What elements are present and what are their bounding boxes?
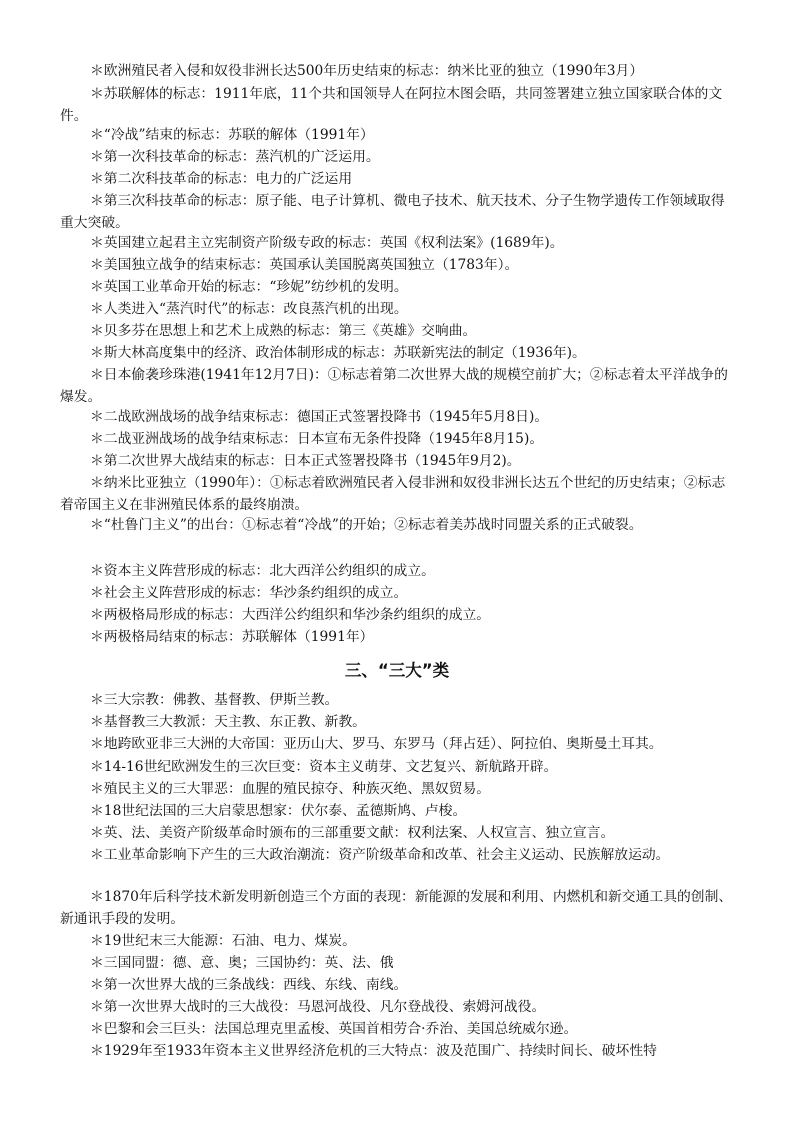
list-item: ＊地跨欧亚非三大洲的大帝国：亚历山大、罗马、东罗马（拜占廷）、阿拉伯、奥斯曼土耳其。: [90, 736, 663, 752]
list-item: ＊三大宗教：佛教、基督教、伊斯兰教。: [90, 692, 339, 708]
section-heading: 三、“三大”类: [344, 661, 450, 680]
list-item: ＊斯大林高度集中的经济、政治体制形成的标志：苏联新宪法的制定（1936年)。: [90, 345, 586, 361]
list-item: ＊第二次世界大战结束的标志：日本正式签署投降书（1945年9月2)。: [90, 453, 521, 469]
list-item: ＊美国独立战争的结束标志：英国承认美国脱离英国独立（1783年）。: [90, 257, 519, 273]
list-item: ＊贝多芬在思想上和艺术上成熟的标志：第三《英雄》交响曲。: [90, 323, 477, 339]
list-item: ＊英国工业革命开始的标志：“珍妮”纺纱机的发明。: [90, 279, 408, 295]
list-item: ＊殖民主义的三大罪恶：血腥的殖民掠夺、种族灭绝、黑奴贸易。: [90, 781, 491, 797]
list-item: ＊第一次世界大战的三条战线：西线、东线、南线。: [90, 977, 408, 993]
list-item: ＊第二次科技革命的标志：电力的广泛运用: [90, 171, 353, 187]
list-item: ＊英国建立起君主立宪制资产阶级专政的标志：英国《权利法案》(1689年)。: [90, 235, 564, 251]
list-item: ＊基督教三大教派：天主教、东正教、新教。: [90, 714, 366, 730]
list-item: ＊1929年至1933年资本主义世界经济危机的三大特点：波及范围广、持续时间长、破坏性特: [90, 1043, 657, 1059]
list-item: ＊巴黎和会三巨头：法国总理克里孟梭、英国首相劳合·乔治、美国总统威尔逊。: [90, 1021, 578, 1037]
list-item: ＊14-16世纪欧洲发生的三次巨变：资本主义萌芽、文艺复兴、新航路开辟。: [90, 759, 558, 775]
list-item: ＊资本主义阵营形成的标志：北大西洋公约组织的成立。: [90, 563, 435, 579]
list-item: ＊“冷战”结束的标志：苏联的解体（1991年）: [90, 127, 374, 143]
list-item: ＊社会主义阵营形成的标志：华沙条约组织的成立。: [90, 585, 408, 601]
list-item: ＊第三次科技革命的标志：原子能、电子计算机、微电子技术、航天技术、分子生物学遗传工作领域取得重大突破。: [60, 193, 725, 231]
list-item: ＊两极格局结束的标志：苏联解体（1991年）: [90, 629, 374, 645]
list-item: ＊日本偷袭珍珠港(1941年12月7日)：①标志着第二次世界大战的规模空前扩大；②标志着太平洋战争的爆发。: [60, 367, 728, 405]
list-item: ＊欧洲殖民者入侵和奴役非洲长达500年历史结束的标志：纳米比亚的独立（1990年3月）: [90, 63, 644, 79]
list-item: ＊二战欧洲战场的战争结束标志：德国正式签署投降书（1945年5月8日)。: [90, 409, 549, 425]
list-item: ＊人类进入“蒸汽时代”的标志：改良蒸汽机的出现。: [90, 301, 408, 317]
list-item: ＊工业革命影响下产生的三大政治潮流：资产阶级革命和改革、社会主义运动、民族解放运动。: [90, 847, 670, 863]
list-item: ＊纳米比亚独立（1990年）：①标志着欧洲殖民者入侵非洲和奴役非洲长达五个世纪的历史结束；②标志着帝国主义在非洲殖民体系的最终崩溃。: [60, 475, 726, 513]
list-item: ＊18世纪法国的三大启蒙思想家：伏尔泰、孟德斯鸠、卢梭。: [90, 803, 467, 819]
list-item: ＊三国同盟：德、意、奥；三国协约：英、法、俄: [90, 955, 394, 971]
list-item: ＊“杜鲁门主义”的出台：①标志着“冷战”的开始；②标志着美苏战时同盟关系的正式破裂。: [90, 517, 643, 533]
list-item: ＊英、法、美资产阶级革命时颁布的三部重要文献：权利法案、人权宣言、独立宣言。: [90, 825, 615, 841]
list-item: ＊苏联解体的标志：1911年底，11个共和国领导人在阿拉木图会晤，共同签署建立独立国家联合体的文件。: [60, 86, 723, 124]
list-item: ＊19世纪末三大能源：石油、电力、煤炭。: [90, 933, 356, 949]
list-item: ＊两极格局形成的标志：大西洋公约组织和华沙条约组织的成立。: [90, 607, 491, 623]
list-item: ＊第一次科技革命的标志：蒸汽机的广泛运用。: [90, 149, 380, 165]
list-item: ＊1870年后科学技术新发明新创造三个方面的表现：新能源的发展和利用、内燃机和新交通工具的创制、新通讯手段的发明。: [60, 889, 733, 927]
list-item: ＊第一次世界大战时的三大战役：马恩河战役、凡尔登战役、索姆河战役。: [90, 999, 546, 1015]
list-item: ＊二战亚洲战场的战争结束标志：日本宣布无条件投降（1945年8月15)。: [90, 431, 544, 447]
